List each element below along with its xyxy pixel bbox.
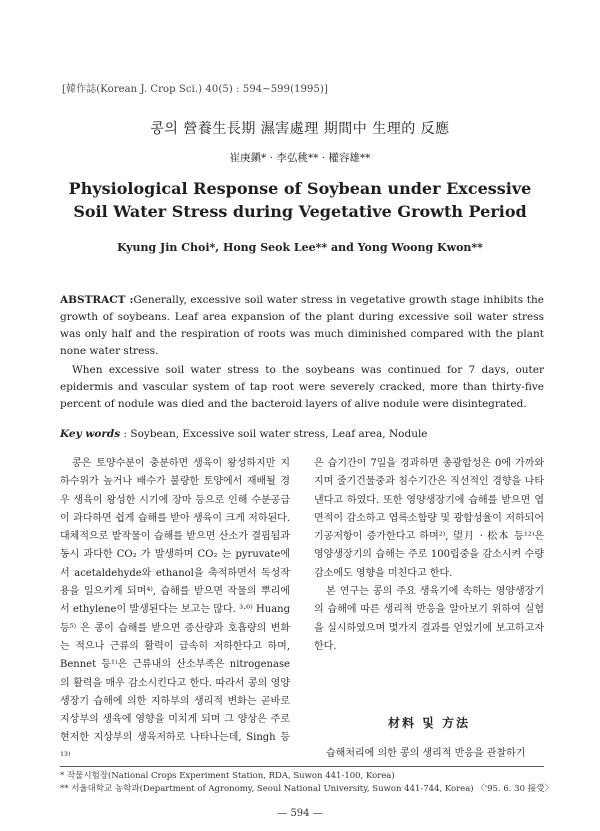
keywords-label: Key words bbox=[60, 428, 121, 440]
english-title-line1: Physiological Response of Soybean under Excessive bbox=[68, 179, 532, 198]
korean-title: 콩의 營養生長期 濕害處理 期間中 生理的 反應 bbox=[150, 121, 450, 137]
abstract-label: ABSTRACT : bbox=[60, 294, 134, 306]
footnote-2: ** 서울대학교 농학과(Department of Agronomy, Seoul National University, Suwon 441-744, Korea) 〈'95. 6. 30 接受〉 bbox=[60, 784, 554, 794]
english-title-line2: Soil Water Stress during Vegetative Growth Period bbox=[73, 202, 527, 221]
methods-first-line: 습해처리에 의한 콩의 생리적 반응을 관찰하기 bbox=[326, 748, 526, 759]
english-title bbox=[0, 177, 600, 223]
abstract bbox=[60, 292, 544, 413]
abstract-text-1: Generally, excessive soil water stress in vegetative growth stage inhibits the growth of soybeans. Leaf area expansion of the plant during excessive soil water stress was only half and the respiration of roots was much diminished compared with the plant none water stress. bbox=[60, 294, 544, 357]
page-number: — 594 — bbox=[277, 808, 323, 819]
english-authors: Kyung Jin Choi*, Hong Seok Lee** and Yong Woong Kwon** bbox=[117, 241, 483, 254]
footnotes bbox=[60, 770, 554, 796]
korean-authors: 崔庚鎭* · 李弘䄻** · 權容雄** bbox=[229, 152, 371, 164]
journal-citation: [韓作誌(Korean J. Crop Sci.) 40(5) : 594~599(1995)] bbox=[62, 84, 328, 95]
abstract-paragraph-1 bbox=[60, 292, 544, 360]
left-column-paragraph: 콩은 토양수분이 충분하면 생육이 왕성하지만 지하수위가 높거나 배수가 불량한 토양에서 재배될 경우 생육이 왕성한 시기에 장마 등으로 인해 수분공급이 과다하면 쉽게 습해를 받아 생육이 크게 저하된다. 대체적으로 밭작물이 습해를 받으면 산소가 결핍됨과 동시 과다한 CO₂ 가 발생하며 CO₂ 는 pyruvate에서 acetaldehyde와 ethanol을 축적하면서 독성작용을 일으키게 되며⁴⁾, 습해를 받으면 작물의 뿌리에서 ethylene이 발생된다는 보고는 많다. ³·⁶⁾ Huang 등⁵⁾ 은 콩이 습해를 받으면 증산량과 호흡량의 변화는 적으나 근류의 활력이 급속히 저하한다고 하며, Bennet 등¹⁾은 근류내의 산소부족은 nitrogenase의 활력을 매우 감소시킨다고 한다. 따라서 콩의 영양생장기 습해에 의한 지하부의 생리적 변화는 곧바로 지상부의 생육에 영향을 미치게 되며 그 양상은 주로 현저한 지상부의 생육저하로 나타나는데, Singh 등¹³⁾ bbox=[60, 458, 290, 762]
body-left-column bbox=[60, 455, 290, 766]
right-column-paragraph-2: 본 연구는 콩의 주요 생육기에 속하는 영양생장기의 습해에 따른 생리적 반응을 알아보기 위하여 실험을 실시하였으며 몇가지 결과를 얻었기에 보고하고자 한다. bbox=[314, 586, 544, 652]
keywords-text: : Soybean, Excessive soil water stress, Leaf area, Nodule bbox=[120, 428, 428, 440]
footnote-1: * 작물시험장(National Crops Experiment Station, RDA, Suwon 441-100, Korea) bbox=[60, 771, 395, 781]
body-right-column bbox=[314, 455, 544, 656]
keywords bbox=[60, 428, 544, 440]
right-column-paragraph-1: 은 습기간이 7일을 경과하면 총광합성은 0에 가까와지며 줄기건물중과 침수기간은 직선적인 경향을 나타낸다고 하였다. 또한 영양생장기에 습해를 받으면 엽면적이 감소하고 엽록소함량 및 광합성율이 저하되어 기공저항이 증가한다고 하며²⁾, 望月 · 松本 등¹²⁾은 영양생장기의 습해는 주로 100립중을 감소시켜 수량감소에도 영향을 미친다고 한다. bbox=[314, 458, 544, 579]
footnote-divider bbox=[60, 766, 544, 767]
section-heading-methods: 材料 및 方法 bbox=[388, 716, 470, 730]
abstract-paragraph-2: When excessive soil water stress to the soybeans was continued for 7 days, outer epidermis and vascular system of tap root were severely cracked, more than thirty-five percent of nodule was died and the bacteroid layers of alive nodule were disintegrated. bbox=[60, 364, 544, 410]
